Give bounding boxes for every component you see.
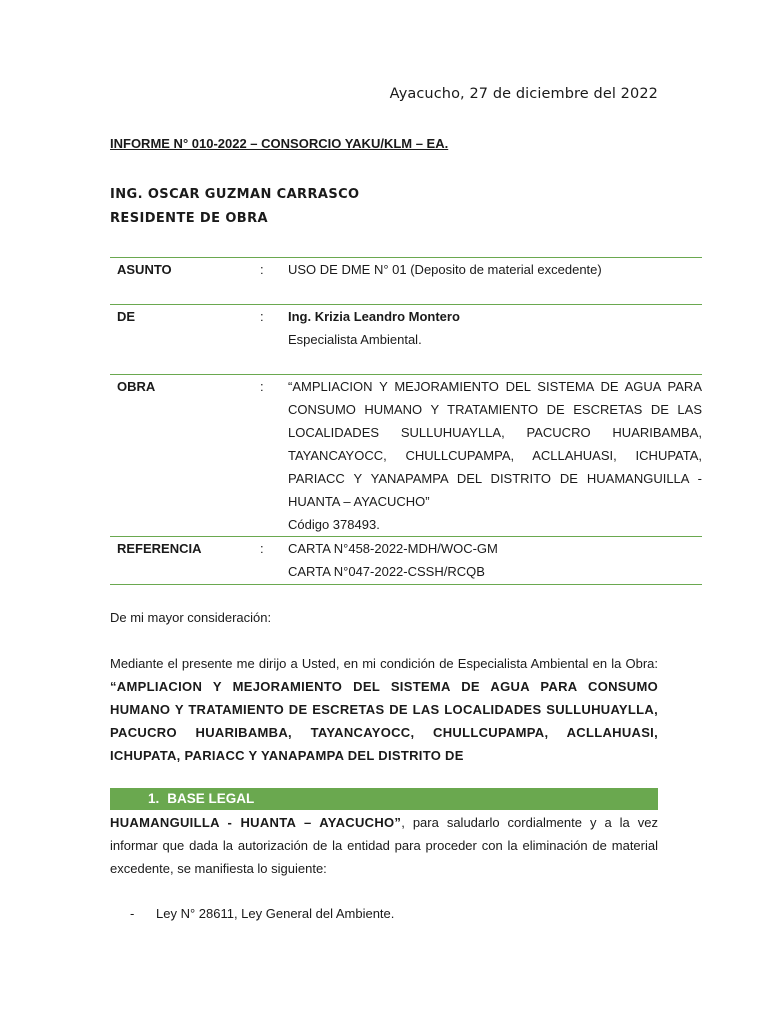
asunto-value: USO DE DME N° 01 (Deposito de material excedente) (288, 262, 602, 277)
bullet-dash: - (130, 906, 135, 921)
de-colon: : (260, 309, 264, 324)
asunto-row (110, 257, 702, 304)
addressee-role: RESIDENTE DE OBRA (110, 211, 268, 226)
obra-label: OBRA (117, 379, 156, 394)
header-table (110, 257, 702, 585)
asunto-label: ASUNTO (117, 262, 172, 277)
obra-code: Código 378493. (288, 517, 380, 532)
asunto-colon: : (260, 262, 264, 277)
project-name-bold: “AMPLIACION Y MEJORAMIENTO DEL SISTEMA DE AGUA PARA CONSUMO HUMANO Y TRATAMIENTO DE ESCRETAS DE LAS LOCALIDADES SULLUHUAYLLA, PACUCRO HUARIBAMBA, TAYANCAYOCC, CHULLCUPAMPA, ACLLAHUASI, ICHUPATA, PARIACC Y YANAPAMPA DEL DISTRITO DE (110, 679, 658, 763)
addressee-block (110, 183, 360, 231)
continuation-text: , para saludarlo cordialmente y a la vez informar que dada la autorización de la entidad para proceder con la eliminación de material excedente, se manifiesta lo siguiente: (110, 815, 658, 876)
section-header-base-legal (110, 788, 658, 810)
bullet-text: Ley N° 28611, Ley General del Ambiente. (156, 906, 395, 921)
referencia-colon: : (260, 541, 264, 556)
section-title: BASE LEGAL (167, 791, 255, 806)
intro-text: Mediante el presente me dirijo a Usted, en mi condición de Especialista Ambiental en la Obra: (110, 656, 658, 671)
table-bottom-rule (110, 584, 702, 585)
reference-line-1: CARTA N°458-2022-MDH/WOC-GM (288, 541, 498, 556)
addressee-name: ING. OSCAR GUZMAN CARRASCO (110, 187, 360, 202)
document-date: Ayacucho, 27 de diciembre del 2022 (389, 86, 658, 102)
referencia-label: REFERENCIA (117, 541, 202, 556)
reference-line-2: CARTA N°047-2022-CSSH/RCQB (288, 564, 485, 579)
de-label: DE (117, 309, 136, 324)
project-name-end-bold: HUAMANGUILLA - HUANTA – AYACUCHO” (110, 815, 402, 830)
intro-paragraph (110, 652, 658, 767)
continuation-paragraph (110, 811, 658, 880)
sender-role: Especialista Ambiental. (288, 332, 422, 347)
greeting: De mi mayor consideración: (110, 610, 272, 625)
list-item (130, 906, 394, 921)
report-title: INFORME N° 010-2022 – CONSORCIO YAKU/KLM – EA. (110, 136, 449, 151)
sender-name: Ing. Krizia Leandro Montero (288, 309, 460, 324)
obra-colon: : (260, 379, 264, 394)
referencia-row (110, 536, 702, 584)
obra-value: “AMPLIACION Y MEJORAMIENTO DEL SISTEMA DE AGUA PARA CONSUMO HUMANO Y TRATAMIENTO DE ESCRETAS DE LAS LOCALIDADES SULLUHUAYLLA, PACUCRO HUARIBAMBA, TAYANCAYOCC, CHULLCUPAMPA, ACLLAHUASI, ICHUPATA, PARIACC Y YANAPAMPA DEL DISTRITO DE HUAMANGUILLA - HUANTA – AYACUCHO” (288, 379, 702, 509)
obra-row (110, 374, 702, 536)
de-row (110, 304, 702, 374)
section-number: 1. (148, 791, 160, 806)
